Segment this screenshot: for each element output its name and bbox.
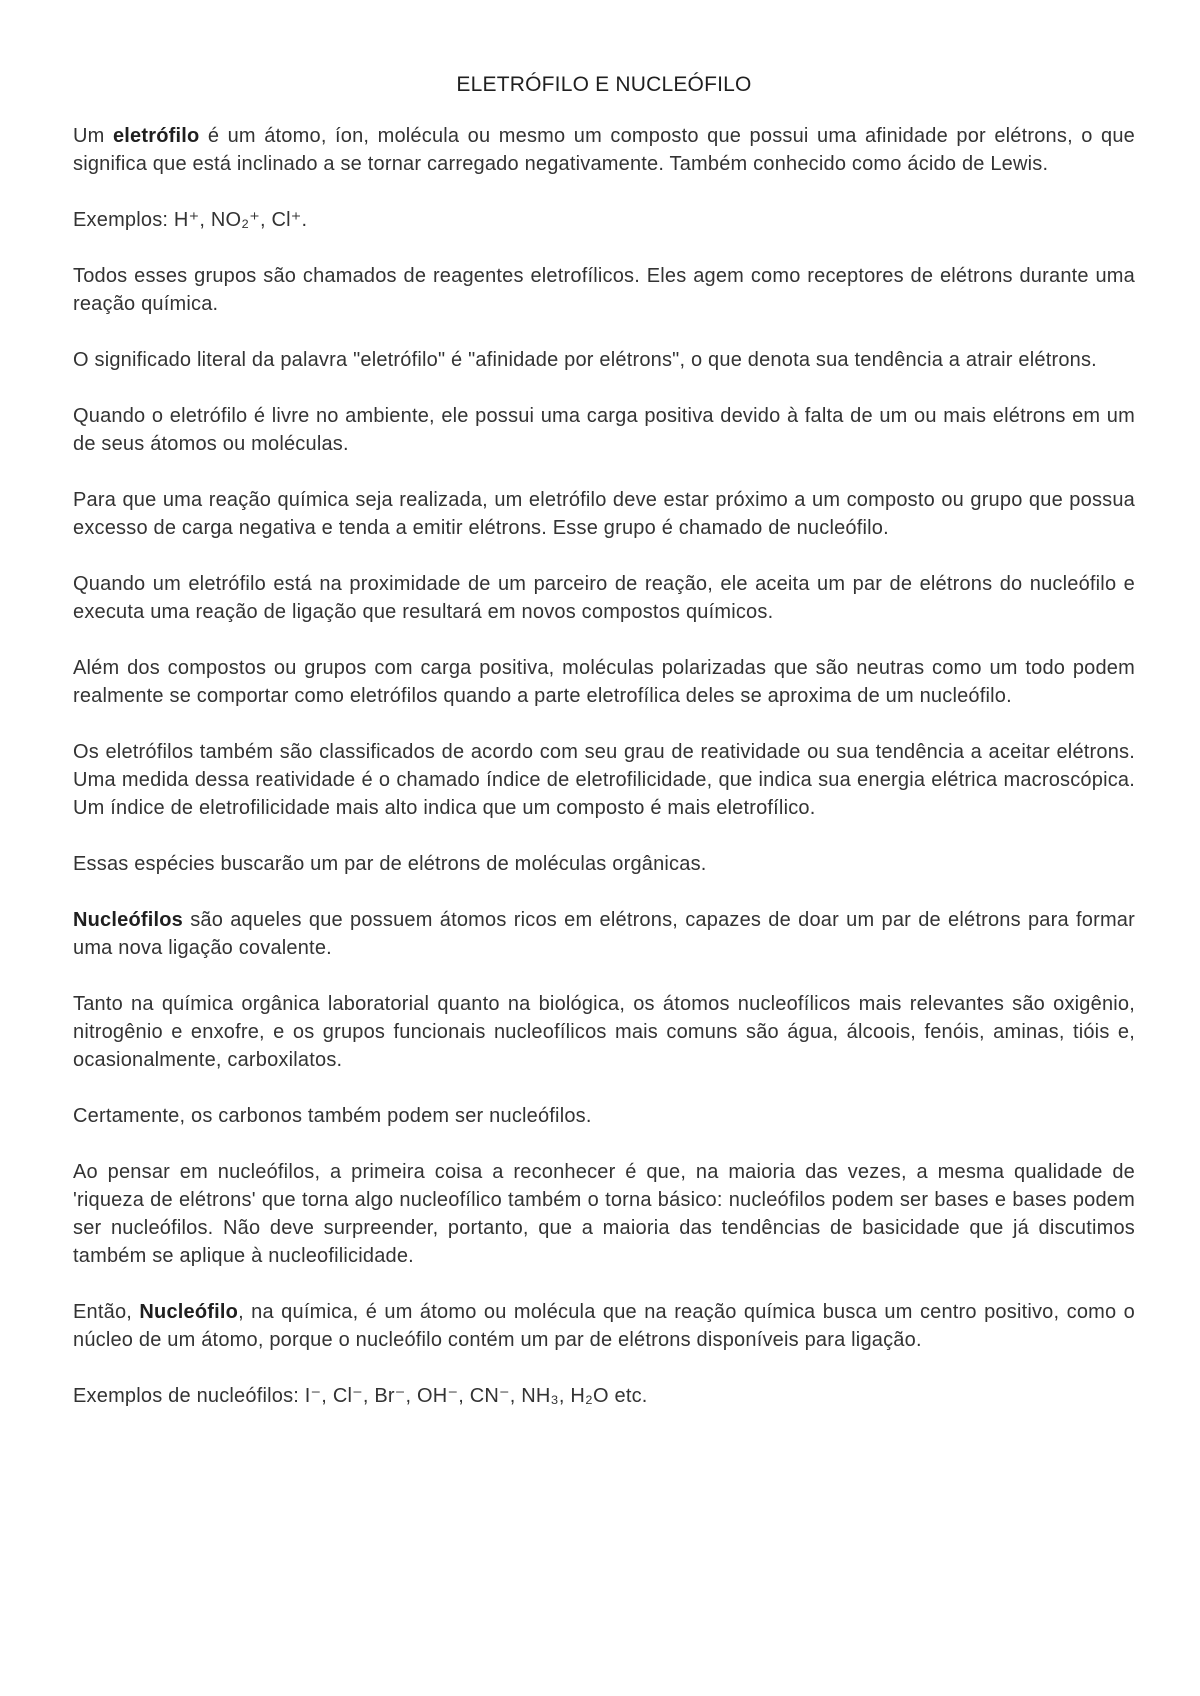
- paragraph-atomos-nucleofilicos: Tanto na química orgânica laboratorial quanto na biológica, os átomos nucleofílicos mais relevantes são oxigênio, nitrogênio e enxofre, e os grupos funcionais nucleofílicos mais comuns são água, álcoois, fenóis, aminas, tióis e, ocasionalmente, carboxilatos.: [73, 993, 1135, 1071]
- paragraph-text: é um átomo, íon, molécula ou mesmo um composto que possui uma afinidade por elétrons, o que significa que está inclinado a se tornar carregado negativamente. Também conhecido como ácido de Lewis.: [73, 125, 1135, 175]
- bold-term-nucleofilo: Nucleófilo: [139, 1301, 239, 1323]
- paragraph-reacao-quimica: Para que uma reação química seja realizada, um eletrófilo deve estar próximo a um composto ou grupo que possua excesso de carga negativa e tenda a emitir elétrons. Esse grupo é chamado de nucleófilo.: [73, 489, 1135, 539]
- paragraph-carbonos: Certamente, os carbonos também podem ser nucleófilos.: [73, 1105, 592, 1127]
- paragraph-text: , na química, é um átomo ou molécula que na reação química busca um centro positivo, como o núcleo de um átomo, porque o nucleófilo contém um par de elétrons disponíveis para ligação.: [73, 1301, 1136, 1351]
- paragraph-text: Então,: [73, 1301, 140, 1323]
- paragraph-significado-literal: O significado literal da palavra "eletrófilo" é "afinidade por elétrons", o que denota sua tendência a atrair elétrons.: [73, 349, 1097, 371]
- paragraph-indice-eletrofilicidade: Os eletrófilos também são classificados de acordo com seu grau de reatividade ou sua tendência a aceitar elétrons. Uma medida dessa reatividade é o chamado índice de eletrofilicidade, que indica sua energia elétrica macroscópica. Um índice de eletrofilicidade mais alto indica que um composto é mais eletrofílico.: [73, 741, 1135, 819]
- paragraph-eletrofilo-definition: [73, 122, 1135, 178]
- paragraph-parceiro-reacao: Quando um eletrófilo está na proximidade de um parceiro de reação, ele aceita um par de elétrons do nucleófilo e executa uma reação de ligação que resultará em novos compostos químicos.: [73, 573, 1135, 623]
- document-page: [73, 70, 1135, 1438]
- bold-term-nucleofilos: Nucleófilos: [73, 909, 183, 931]
- paragraph-nucleofilos-definition: [73, 906, 1135, 962]
- bold-term-eletrofilo: eletrófilo: [112, 125, 200, 147]
- paragraph-basicidade: Ao pensar em nucleófilos, a primeira coisa a reconhecer é que, na maioria das vezes, a mesma qualidade de 'riqueza de elétrons' que torna algo nucleofílico também o torna básico: nucleófilos podem ser bases e bases podem ser nucleófilos. Não deve surpreender, portanto, que a maioria das tendências de basicidade que já discutimos também se aplique à nucleofilicidade.: [73, 1161, 1135, 1267]
- document-title: ELETRÓFILO E NUCLEÓFILO: [456, 73, 752, 96]
- paragraph-reagentes-eletrofilicos: Todos esses grupos são chamados de reagentes eletrofílicos. Eles agem como receptores de elétrons durante uma reação química.: [73, 265, 1135, 315]
- paragraph-eletrofilo-examples: Exemplos: H⁺, NO₂⁺, Cl⁺.: [73, 209, 308, 231]
- paragraph-text: Um: [73, 125, 113, 147]
- paragraph-especies-organicas: Essas espécies buscarão um par de elétrons de moléculas orgânicas.: [73, 853, 707, 875]
- paragraph-text: são aqueles que possuem átomos ricos em elétrons, capazes de doar um par de elétrons para formar uma nova ligação covalente.: [73, 909, 1135, 959]
- paragraph-carga-positiva: Quando o eletrófilo é livre no ambiente, ele possui uma carga positiva devido à falta de um ou mais elétrons em um de seus átomos ou moléculas.: [73, 405, 1135, 455]
- paragraph-nucleofilo-examples: Exemplos de nucleófilos: I⁻, Cl⁻, Br⁻, OH⁻, CN⁻, NH₃, H₂O etc.: [73, 1385, 648, 1407]
- paragraph-nucleofilo-centro-positivo: [73, 1298, 1135, 1354]
- paragraph-moleculas-polarizadas: Além dos compostos ou grupos com carga positiva, moléculas polarizadas que são neutras como um todo podem realmente se comportar como eletrófilos quando a parte eletrofílica deles se aproxima de um nucleófilo.: [73, 657, 1135, 707]
